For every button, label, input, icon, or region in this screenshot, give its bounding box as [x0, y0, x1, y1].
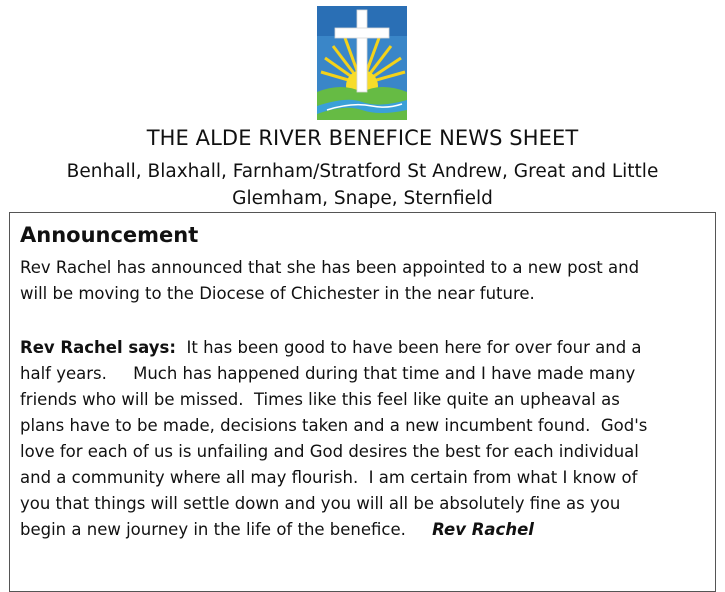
- logo-cross-vertical: [357, 10, 367, 92]
- parishes-line-2: Glemham, Snape, Sternfield: [232, 188, 493, 209]
- quote-line: [20, 335, 710, 361]
- quote-line: you that things will settle down and you will all be absolutely fine as you: [20, 494, 621, 513]
- quote-line: [20, 517, 710, 543]
- quote-line-text: It has been good to have been here for over four and a: [186, 338, 642, 357]
- quote-line: and a community where all may flourish. I am certain from what I know of: [20, 468, 638, 487]
- quote-line: half years. Much has happened during that time and I have made many: [20, 364, 636, 383]
- intro-line: Rev Rachel has announced that she has been appointed to a new post and: [20, 258, 640, 277]
- quote-line: love for each of us is unfailing and God desires the best for each individual: [20, 442, 639, 461]
- news-sheet-title: THE ALDE RIVER BENEFICE NEWS SHEET: [146, 126, 579, 150]
- announcement-heading: Announcement: [20, 223, 199, 247]
- parishes-line-1: Benhall, Blaxhall, Farnham/Stratford St Andrew, Great and Little: [66, 161, 659, 182]
- signature: Rev Rachel: [432, 520, 534, 539]
- cross-sunrise-river-logo: [317, 6, 407, 120]
- announcement-box: [9, 212, 716, 592]
- intro-line: will be moving to the Diocese of Chichester in the near future.: [20, 284, 535, 303]
- quote-label: Rev Rachel says:: [20, 338, 176, 357]
- quote-line-text: begin a new journey in the life of the benefice.: [20, 520, 406, 539]
- quote-line: friends who will be missed. Times like this feel like quite an upheaval as: [20, 390, 620, 409]
- logo-cross-center: [358, 29, 367, 38]
- rev-rachel-quote: [20, 335, 710, 543]
- quote-line: plans have to be made, decisions taken and a new incumbent found. God's: [20, 416, 648, 435]
- announcement-intro: [20, 255, 710, 307]
- parishes-list: [20, 158, 705, 212]
